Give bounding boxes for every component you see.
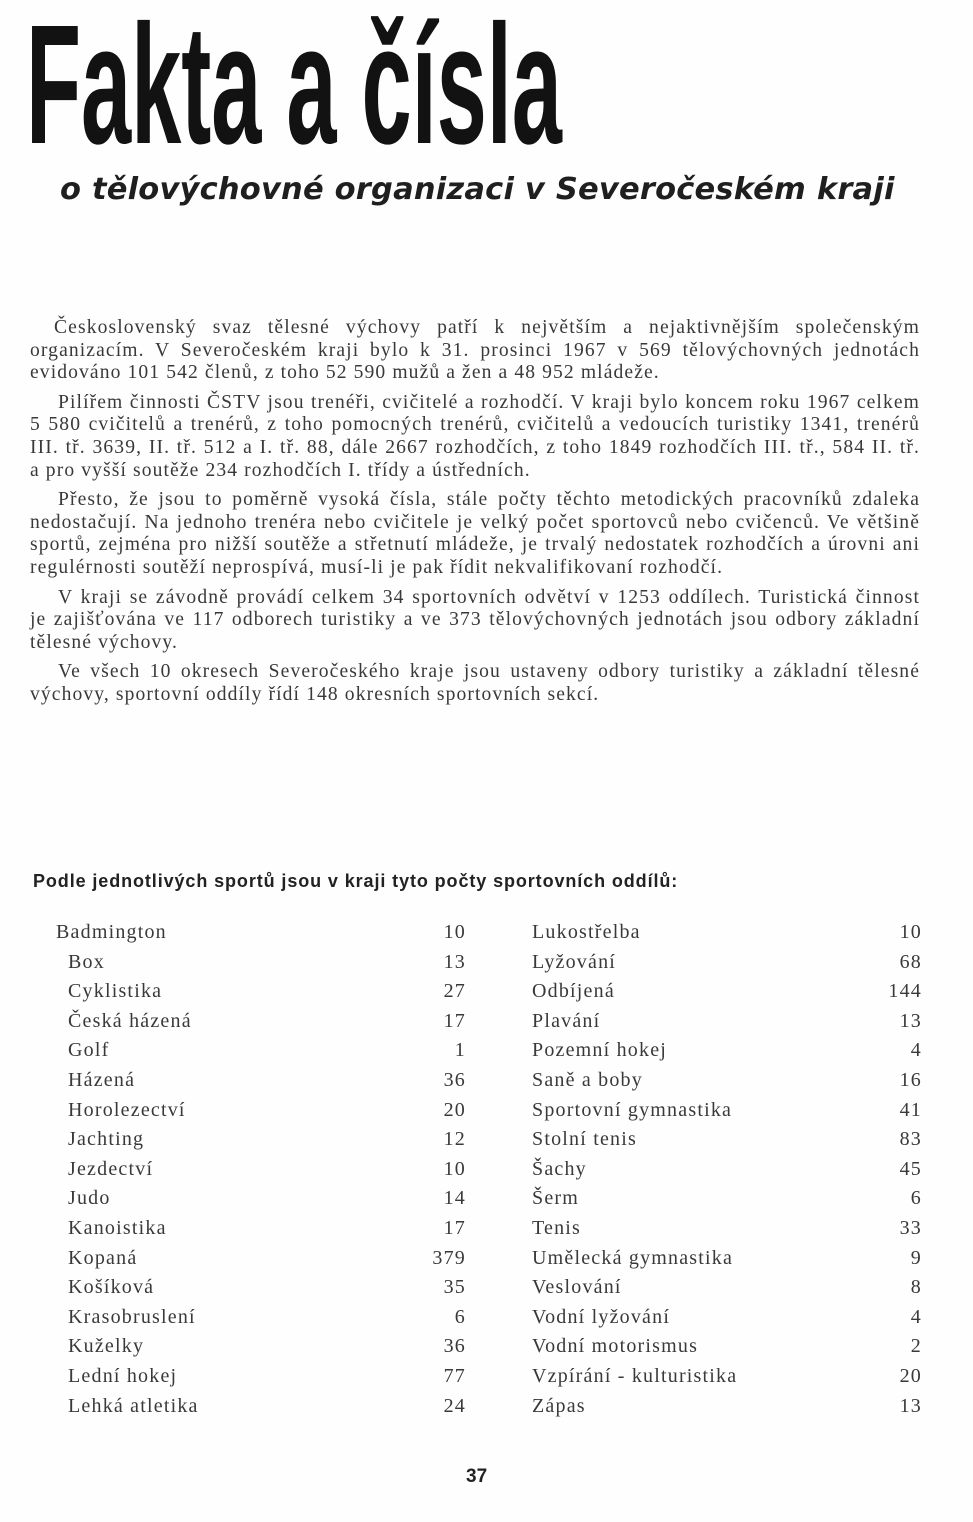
table-row bbox=[56, 977, 466, 1007]
sport-name: Tenis bbox=[532, 1216, 582, 1239]
table-row bbox=[530, 1007, 922, 1037]
club-count: 144 bbox=[888, 980, 922, 1003]
table-row bbox=[56, 1096, 466, 1126]
table-row bbox=[56, 1184, 466, 1214]
table-heading: Podle jednotlivých sportů jsou v kraji tyto počty sportovních oddílů: bbox=[33, 871, 679, 891]
club-count: 1 bbox=[454, 1039, 466, 1062]
club-count: 27 bbox=[443, 980, 466, 1003]
club-count: 4 bbox=[910, 1039, 922, 1062]
table-row bbox=[56, 1303, 466, 1333]
article-body bbox=[30, 317, 920, 714]
club-count: 12 bbox=[443, 1128, 466, 1151]
table-row bbox=[530, 1332, 922, 1362]
paragraph: Ve všech 10 okresech Severočeského kraje jsou ustaveny odbory turistiky a základní tělesné výchovy, sportovní oddíly řídí 148 okresních sportovních sekcí. bbox=[30, 661, 920, 705]
sport-name: Šerm bbox=[532, 1187, 580, 1210]
table-row bbox=[56, 1362, 466, 1392]
table-row bbox=[56, 1214, 466, 1244]
sport-name: Plavání bbox=[532, 1009, 601, 1032]
table-row bbox=[56, 1036, 466, 1066]
club-count: 36 bbox=[443, 1335, 466, 1358]
sport-name: Krasobruslení bbox=[68, 1305, 196, 1328]
sports-table-left-column bbox=[56, 918, 466, 1421]
sport-name: Vodní lyžování bbox=[532, 1305, 671, 1328]
sport-name: Pozemní hokej bbox=[532, 1039, 668, 1062]
club-count: 6 bbox=[910, 1187, 922, 1210]
page-title: Fakta a čísla bbox=[26, 0, 562, 180]
sport-name: Judo bbox=[68, 1187, 111, 1210]
sport-name: Veslování bbox=[532, 1276, 622, 1299]
table-row bbox=[530, 1066, 922, 1096]
sport-name: Sportovní gymnastika bbox=[532, 1098, 733, 1121]
table-row bbox=[530, 1125, 922, 1155]
club-count: 68 bbox=[899, 950, 922, 973]
sport-name: Jezdectví bbox=[68, 1157, 154, 1180]
club-count: 13 bbox=[899, 1009, 922, 1032]
paragraph: Pilířem činnosti ČSTV jsou trenéři, cvičitelé a rozhodčí. V kraji bylo koncem roku 1967 celkem 5 580 cvičitelů a trenérů, z toho pomocných trenérů, cvičitelů a vedoucích turistiky 1341, trenérů III. tř. 3639, II. tř. 512 a I. tř. 88, dále 2667 rozhodčích, z toho 1849 rozhodčích III. tř., 584 II. tř. a pro vyšší soutěže 234 rozhodčích I. třídy a ústředních. bbox=[30, 391, 920, 481]
club-count: 20 bbox=[899, 1364, 922, 1387]
sport-name: Lukostřelba bbox=[532, 921, 641, 943]
sport-name: Saně a boby bbox=[532, 1068, 643, 1091]
table-row bbox=[530, 918, 922, 948]
page-number: 37 bbox=[466, 1466, 488, 1487]
club-count: 36 bbox=[443, 1068, 466, 1091]
sport-name: Lehká atletika bbox=[68, 1394, 199, 1417]
club-count: 6 bbox=[454, 1305, 466, 1328]
club-count: 45 bbox=[899, 1157, 922, 1180]
sport-name: Košíková bbox=[68, 1276, 155, 1299]
table-row bbox=[56, 1244, 466, 1274]
table-row bbox=[56, 1332, 466, 1362]
table-row bbox=[56, 1007, 466, 1037]
club-count: 77 bbox=[443, 1364, 466, 1387]
table-row bbox=[56, 1066, 466, 1096]
table-row bbox=[530, 1155, 922, 1185]
sport-name: Šachy bbox=[532, 1157, 587, 1180]
sport-name: Umělecká gymnastika bbox=[532, 1246, 734, 1269]
sport-name: Kuželky bbox=[68, 1335, 145, 1358]
sport-name: Jachting bbox=[68, 1128, 145, 1151]
table-row bbox=[56, 1392, 466, 1422]
sports-table-right-column bbox=[530, 918, 922, 1421]
table-row bbox=[530, 1244, 922, 1274]
sport-name: Horolezectví bbox=[68, 1098, 186, 1121]
table-row bbox=[56, 918, 466, 948]
sport-name: Házená bbox=[68, 1068, 136, 1091]
club-count: 4 bbox=[910, 1305, 922, 1328]
sport-name: Stolní tenis bbox=[532, 1128, 637, 1151]
table-row bbox=[530, 1096, 922, 1126]
paragraph: Československý svaz tělesné výchovy patří k největším a nejaktivnějším společenským organizacím. V Severočeském kraji bylo k 31. prosinci 1967 v 569 tělovýchovných jednotách evidováno 101 542 členů, z toho 52 590 mužů a žen a 48 952 mládeže. bbox=[30, 317, 920, 384]
club-count: 2 bbox=[910, 1335, 922, 1358]
table-row bbox=[530, 1214, 922, 1244]
table-row bbox=[530, 1036, 922, 1066]
sport-name: Česká házená bbox=[68, 1009, 192, 1032]
club-count: 16 bbox=[899, 1068, 922, 1091]
club-count: 10 bbox=[443, 921, 466, 943]
sport-name: Kopaná bbox=[68, 1246, 138, 1269]
paragraph: V kraji se závodně provádí celkem 34 sportovních odvětví v 1253 oddílech. Turistická činnost je zajišťována ve 117 odborech turistiky a ve 373 tělovýchovných jednotách jsou odbory základní tělesné výchovy. bbox=[30, 586, 920, 653]
table-row bbox=[530, 1303, 922, 1333]
table-row bbox=[56, 1155, 466, 1185]
table-row bbox=[530, 1392, 922, 1422]
sport-name: Vzpírání - kulturistika bbox=[532, 1364, 738, 1387]
sport-name: Box bbox=[68, 950, 105, 973]
club-count: 9 bbox=[910, 1246, 922, 1269]
club-count: 10 bbox=[899, 921, 922, 943]
table-row bbox=[530, 977, 922, 1007]
club-count: 24 bbox=[443, 1394, 466, 1417]
table-row bbox=[530, 1362, 922, 1392]
sport-name: Badmington bbox=[56, 921, 167, 943]
club-count: 379 bbox=[432, 1246, 466, 1269]
sport-name: Golf bbox=[68, 1039, 110, 1062]
sport-name: Odbíjená bbox=[532, 980, 615, 1003]
club-count: 17 bbox=[443, 1216, 466, 1239]
club-count: 35 bbox=[443, 1276, 466, 1299]
club-count: 8 bbox=[910, 1276, 922, 1299]
table-row bbox=[530, 1184, 922, 1214]
club-count: 83 bbox=[899, 1128, 922, 1151]
club-count: 33 bbox=[899, 1216, 922, 1239]
club-count: 41 bbox=[899, 1098, 922, 1121]
page-subtitle: o tělovýchovné organizaci v Severočeském kraji bbox=[60, 172, 895, 207]
sport-name: Kanoistika bbox=[68, 1216, 167, 1239]
club-count: 20 bbox=[443, 1098, 466, 1121]
sport-name: Lyžování bbox=[532, 950, 617, 973]
sport-name: Lední hokej bbox=[68, 1364, 178, 1387]
club-count: 14 bbox=[443, 1187, 466, 1210]
sport-name: Cyklistika bbox=[68, 980, 163, 1003]
club-count: 17 bbox=[443, 1009, 466, 1032]
club-count: 10 bbox=[443, 1157, 466, 1180]
club-count: 13 bbox=[899, 1394, 922, 1417]
table-row bbox=[530, 1273, 922, 1303]
sport-name: Vodní motorismus bbox=[532, 1335, 699, 1358]
table-row bbox=[56, 948, 466, 978]
table-row bbox=[530, 948, 922, 978]
paragraph: Přesto, že jsou to poměrně vysoká čísla, stále počty těchto metodických pracovníků zdaleka nedostačují. Na jednoho trenéra nebo cvičitele je velký počet sportovců nebo cvičenců. Ve většině sportů, zejména pro nižší soutěže a střetnutí mládeže, je trvalý nedostatek rozhodčích a úrovni ani regulérnosti soutěží neprospívá, musí-li je pak řídit nekvalifikovaní rozhodčí. bbox=[30, 489, 920, 578]
club-count: 13 bbox=[443, 950, 466, 973]
table-row bbox=[56, 1273, 466, 1303]
sport-name: Zápas bbox=[532, 1394, 586, 1417]
table-row bbox=[56, 1125, 466, 1155]
